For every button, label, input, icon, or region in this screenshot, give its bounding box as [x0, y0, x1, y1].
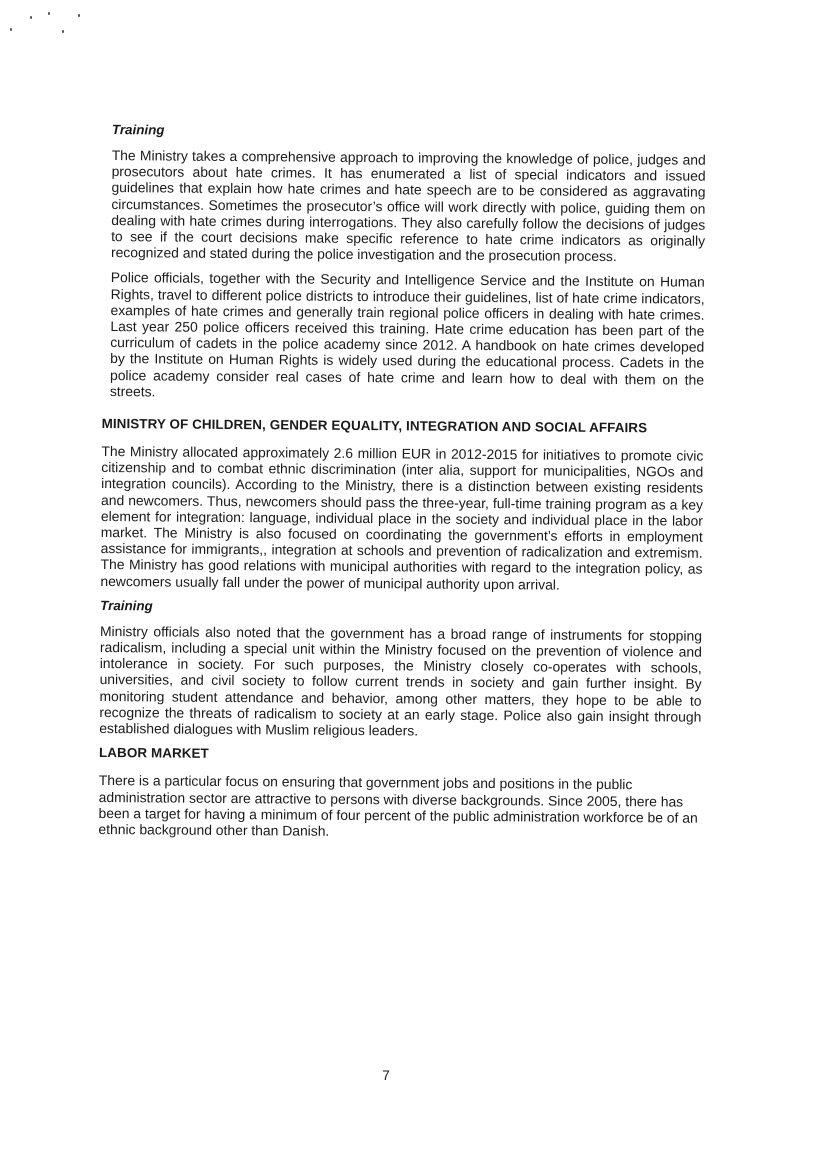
section-heading-ministry: MINISTRY OF CHILDREN, GENDER EQUALITY, INTEGRATION AND SOCIAL AFFAIRS [101, 416, 648, 436]
scan-speck [78, 14, 80, 17]
paragraph-labor-market: There is a particular focus on ensuring that government jobs and positions in the public administration sector are attractive to persons with diverse backgrounds. Since 2005, there has been a target for having a minimum of four percent of the public administration workforce be of an ethnic background other than Danish. [98, 772, 698, 839]
section-heading-training: Training [111, 122, 165, 138]
scan-speck [48, 12, 50, 15]
paragraph-training-police-officials: Police officials, together with the Security and Intelligence Service and the Institute on Human Rights, travel to different police districts to introduce their guidelines, list of hate crime indicators, examples of hate crimes and generally train regional police officers in dealing with hate crimes. Last year 250 police officers received this training. Hate crime education has been part of the curriculum of cadets in the police academy since 2012. A handbook on hate crimes developed by the Institute on Human Rights is widely used during the educational process. Cadets in the police academy consider real cases of hate crime and learn how to deal with them on the streets. [109, 269, 705, 400]
paragraph-ministry-allocation: The Ministry allocated approximately 2.6 million EUR in 2012-2015 for initiatives to promote civic citizenship and to combat ethnic discrimination (inter alia, support for municipalities, NGOs and integration councils). According to the Ministry, there is a distinction between existing residents and newcomers. Thus, newcomers should pass the three-year, full-time training program as a key element for integration: language, individual place in the society and individual place in the labor market. The Ministry is also focused on coordinating the government’s efforts in employment assistance for immigrants,, integration at schools and prevention of radicalization and extremism. The Ministry has good relations with municipal authorities with regard to the integration policy, as newcomers usually fall under the power of municipal authority upon arrival. [100, 443, 704, 593]
section-heading-training-2: Training [100, 597, 153, 614]
scan-speck [30, 16, 32, 19]
page-number: 7 [382, 1068, 390, 1083]
paragraph-training-ministry-approach: The Ministry takes a comprehensive approach to improving the knowledge of police, judges and prosecutors about hate crimes. It has enumerated a list of special indicators and issued guidelines that explain how hate crimes and hate speech are to be considered as aggravating circumstances. Sometimes the prosecutor’s office will work directly with police, guiding them on dealing with hate crimes during interrogations. They also carefully follow the decisions of judges to see if the court decisions make specific reference to hate crime indicators as originally recognized and stated during the police investigation and the prosecution process. [110, 147, 706, 265]
document-body [98, 122, 706, 851]
scan-speck [62, 30, 64, 33]
paragraph-training-radicalism: Ministry officials also noted that the government has a broad range of instruments for stopping radicalism, including a special unit within the Ministry focused on the prevention of violence and intolerance in society. For such purposes, the Ministry closely co-operates with schools, universities, and civil society to follow current trends in society and gain further insight. By monitoring student attendance and behavior, among other matters, they hope to be able to recognize the threats of radicalism to society at an early stage. Police also gain insight through established dialogues with Muslim religious leaders. [99, 622, 703, 739]
scan-speck [10, 28, 12, 31]
section-heading-labor-market: LABOR MARKET [98, 745, 209, 762]
